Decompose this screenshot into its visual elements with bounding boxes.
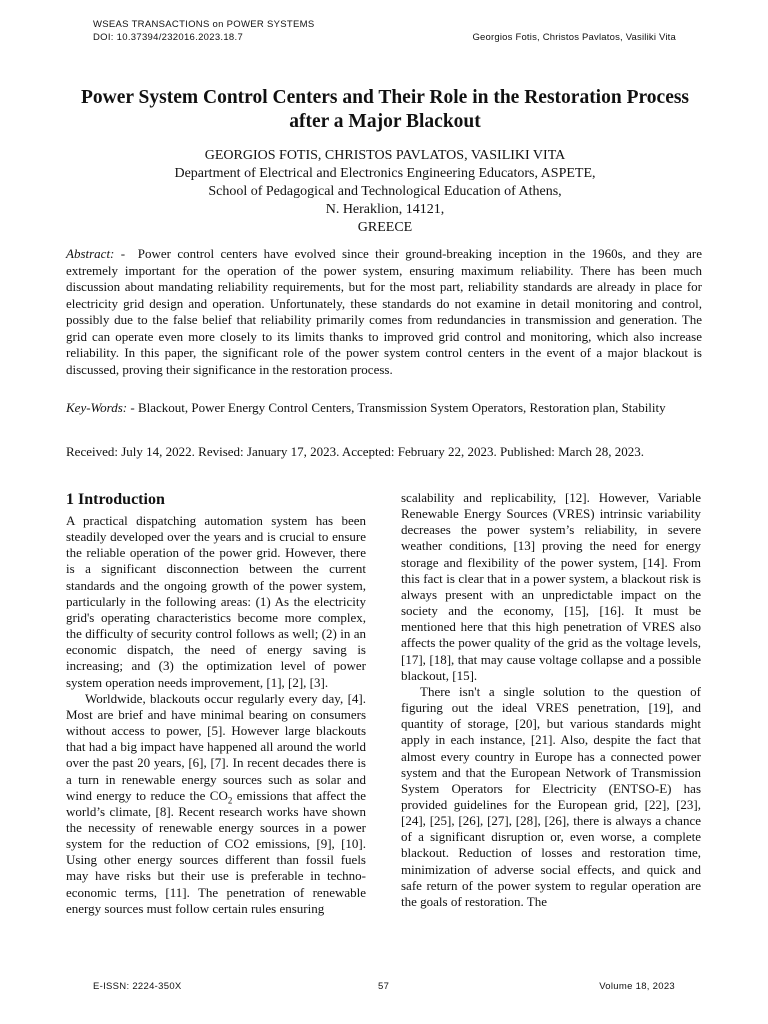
body-paragraph: There isn't a single solution to the question of figuring out the ideal VRES penetration, [19], and quantity of storage, [20], but various standards might apply in each instance, [21]. Also, despite the fact that almost every country in Europe has a connected power system and that the European Network of Transmission System Operators for Electricity (ENTSO-E) has provided guidelines for the European grid, [22], [23], [24], [25], [26], [27], [28], [26], there is always a chance of a significant disruption or, even worse, a complete blackout. Reduction of losses and restoration time, minimization of adverse social effects, and quick and safe return of the power system to regular operation are the goals of restoration. The <box>401 683 701 909</box>
paper-title: Power System Control Centers and Their Role in the Restoration Process after a Major Blackout <box>80 87 690 132</box>
doi: DOI: 10.37394/232016.2023.18.7 <box>93 32 244 43</box>
running-authors: Georgios Fotis, Christos Pavlatos, Vasiliki Vita <box>472 32 676 43</box>
keywords-label: Key-Words: <box>66 400 128 415</box>
subscript: 2 <box>227 795 233 806</box>
abstract <box>66 246 702 378</box>
body-column-right <box>401 490 701 910</box>
journal-name: WSEAS TRANSACTIONS on POWER SYSTEMS <box>93 19 315 30</box>
body-paragraph <box>66 691 366 917</box>
affiliation-line: Department of Electrical and Electronics Engineering Educators, ASPETE, <box>174 166 596 181</box>
affiliation-block <box>70 147 700 237</box>
page-number: 57 <box>378 981 390 992</box>
footer-volume: Volume 18, 2023 <box>599 981 675 992</box>
keywords-text: - Blackout, Power Energy Control Centers, Transmission System Operators, Restoration plan, Stability <box>130 400 666 415</box>
abstract-text: Power control centers have evolved since their ground-breaking inception in the 1960s, and they are extremely important for the operation of the power system, ensuring maximum reliability. There has been much discussion about mandating reliability requirements, but for the most part, reliability standards are already in place for electricity grid design and operation. Unfortunately, these standards do not examine in detail monitoring and control, possibly due to the false belief that reliability primarily comes from redundancies in transmission and generation. The grid can operate even more closely to its limits thanks to improved grid control and monitoring, which also increase reliability. In this paper, the significant role of the power system control centers in the event of a major blackout is discussed, proving their significance in the restoration process. <box>66 246 703 377</box>
body-paragraph: A practical dispatching automation system has been steadily developed over the years and is crucial to ensure the reliable operation of the power grid. However, there is a significant disconnection between the current standards and the ongoing growth of the power system, particularly in the following areas: (1) As the electricity grid's operating characteristics become more complex, the difficulty of security control follows as well; (2) in an economic dispatch, the need of energy saving is increasing; and (3) the optimization level of power system operation needs improvement, [1], [2], [3]. <box>66 513 366 690</box>
keywords <box>66 400 702 417</box>
section-heading: 1 Introduction <box>66 491 165 508</box>
paragraph-text: Worldwide, blackouts occur regularly every day, [4]. Most are brief and have minimal bearing on consumers without access to power, [5]. However large blackouts that had a big impact have happened all around the world over the past 20 years, [6], [7]. In recent decades there is a turn in renewable energy sources such as solar and wind energy to reduce the CO <box>66 690 366 803</box>
affiliation-country: GREECE <box>357 220 413 235</box>
body-paragraph: scalability and replicability, [12]. However, Variable Renewable Energy Sources (VRES) intrinsic variability decreases the power system’s reliability, in severe weather conditions, [13] proving the need for energy storage and flexibility of the power system, [14]. From this fact is clear that in a power system, a blackout risk is always present with an unpredictable impact on the society and the economy, [15], [16]. It must be mentioned here that this high penetration of VRES also affects the power quality of the grid as the voltage levels, [17], [18], that may cause voltage collapse and a possible blackout, [15]. <box>401 490 701 683</box>
paragraph-text: emissions that affect the world’s climate, [8]. Recent research works have shown the necessity of renewable energy sources in a power system for the reduction of CO2 emissions, [9], [10]. Using other energy sources different than fossil fuels may have risks but their use is preferable in techno-economic terms, [11]. The penetration of renewable energy sources must follow certain rules ensuring <box>66 787 366 916</box>
body-column-left <box>66 490 366 917</box>
publication-dates: Received: July 14, 2022. Revised: January 17, 2023. Accepted: February 22, 2023. Published: March 28, 2023. <box>66 444 645 459</box>
abstract-label: Abstract: - <box>66 246 126 261</box>
author-names: GEORGIOS FOTIS, CHRISTOS PAVLATOS, VASILIKI VITA <box>204 148 566 163</box>
footer-issn: E-ISSN: 2224-350X <box>93 981 182 992</box>
affiliation-line: N. Heraklion, 14121, <box>325 202 445 217</box>
affiliation-line: School of Pedagogical and Technological Education of Athens, <box>208 184 562 199</box>
